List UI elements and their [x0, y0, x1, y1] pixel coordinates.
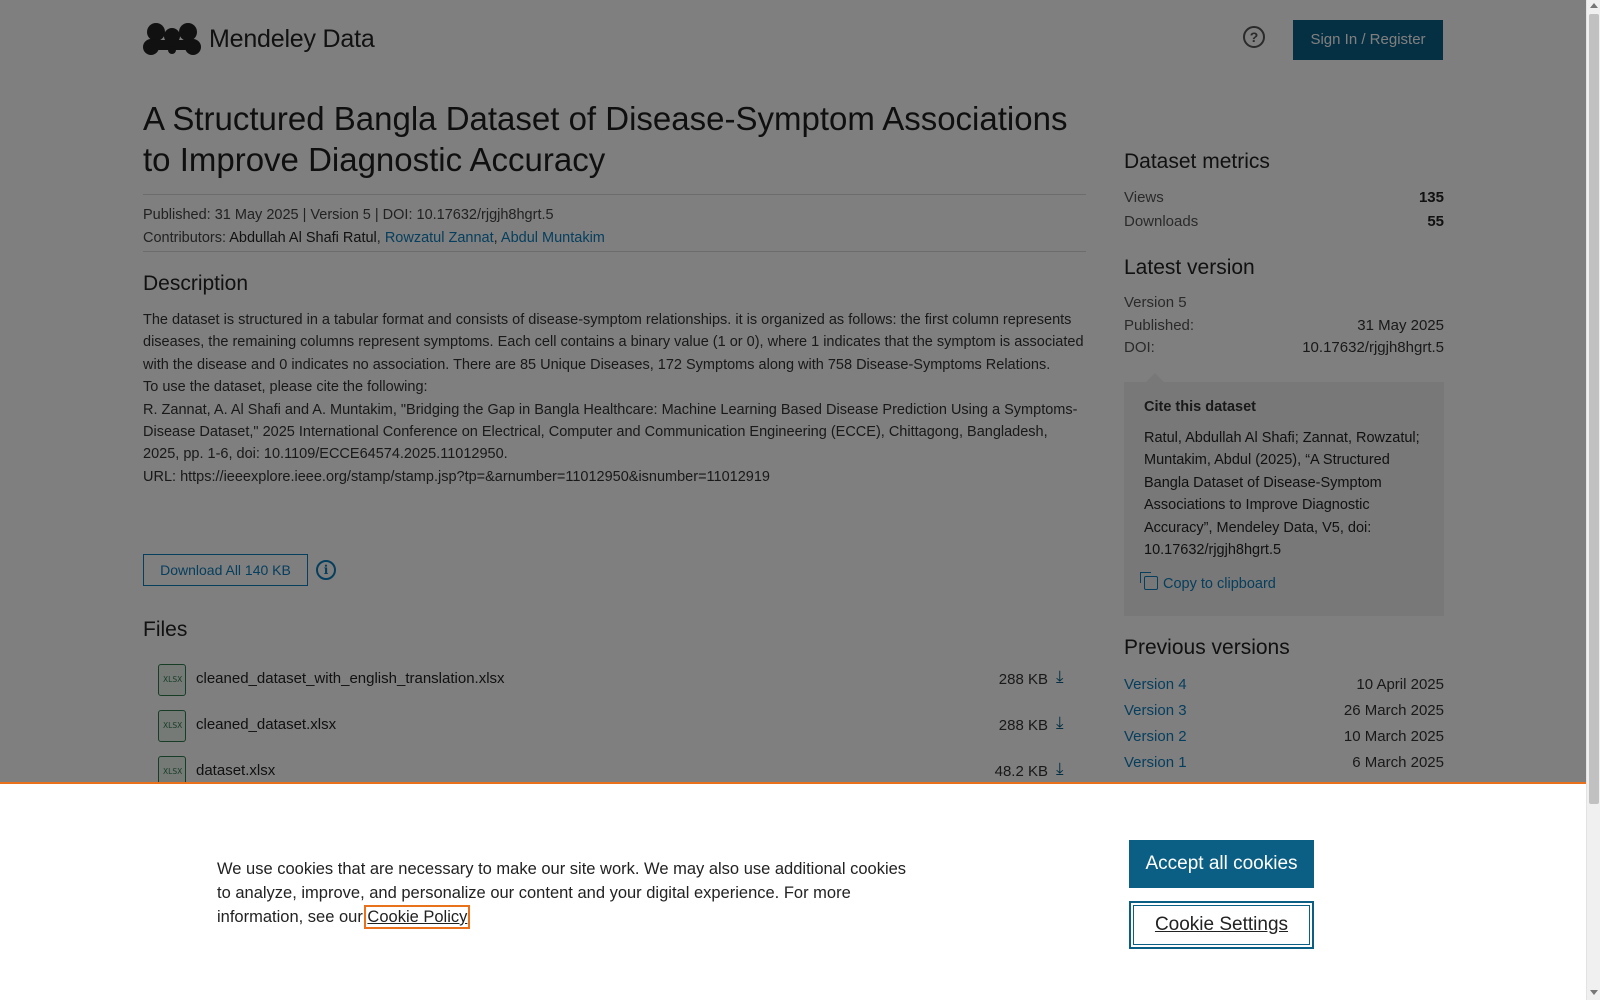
cookie-settings-button[interactable]: Cookie Settings — [1129, 901, 1314, 949]
scroll-thumb[interactable] — [1589, 14, 1599, 804]
scroll-down-arrow-icon[interactable] — [1590, 990, 1598, 995]
accept-all-cookies-button[interactable]: Accept all cookies — [1129, 840, 1314, 888]
cookie-policy-link[interactable]: Cookie Policy — [367, 908, 468, 926]
vertical-scrollbar[interactable] — [1586, 0, 1600, 1000]
scroll-up-arrow-icon[interactable] — [1590, 3, 1598, 8]
cookie-text — [217, 857, 917, 929]
cookie-message: We use cookies that are necessary to make our site work. We may also use additional cookies to analyze, improve, and personalize our content and your digital experience. For more information, see our — [217, 860, 907, 926]
cookie-banner — [0, 782, 1586, 1000]
